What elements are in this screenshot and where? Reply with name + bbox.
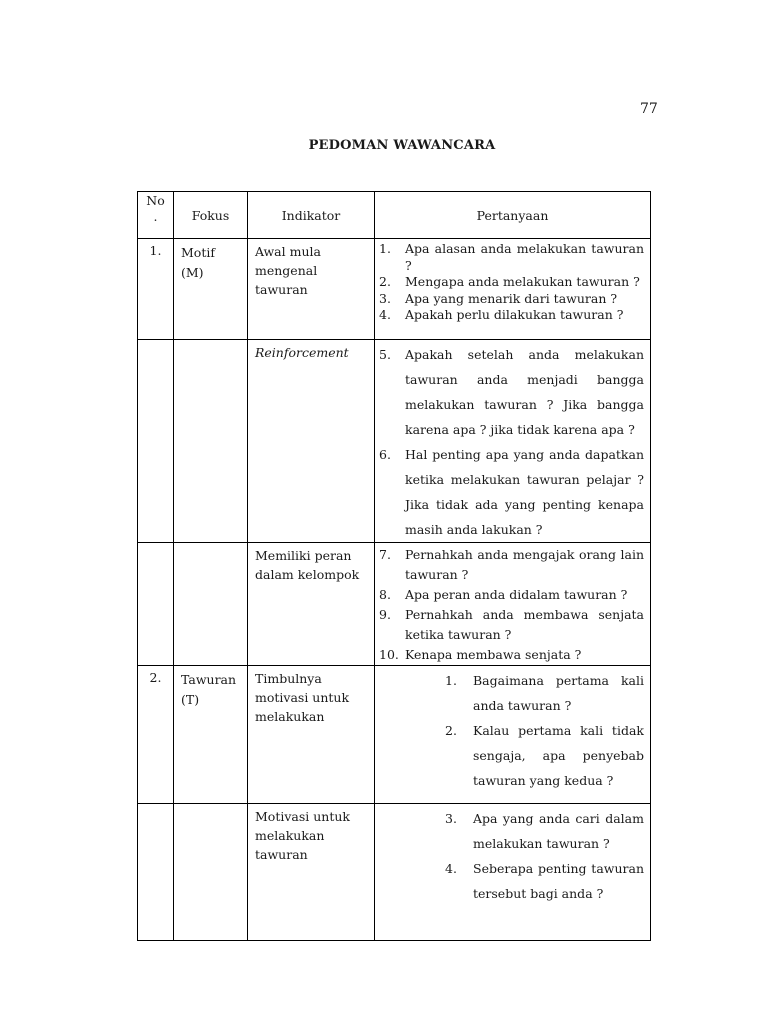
list-item: 7. Pernahkah anda mengajak orang lain tawuran ? — [379, 547, 644, 582]
table-row — [138, 239, 651, 340]
header-pertanyaan: Pertanyaan — [375, 192, 651, 239]
header-indikator: Indikator — [248, 192, 375, 239]
list-item: 5. Apakah setelah anda melakukan tawuran anda menjadi bangga melakukan tawuran ? Jika bangga karena apa ? jika tidak karena apa ? — [379, 347, 644, 437]
row-number: 2. — [138, 666, 174, 804]
indikator-cell: Memiliki peran dalam kelompok — [248, 543, 375, 666]
page-number: 77 — [640, 101, 658, 117]
questions-cell — [375, 804, 651, 941]
questions-cell — [375, 340, 651, 543]
questions-cell — [375, 543, 651, 666]
fokus-cell — [174, 804, 248, 941]
fokus-cell: Tawuran (T) — [174, 666, 248, 804]
list-item: 3. Apa yang menarik dari tawuran ? — [379, 290, 618, 306]
list-item: 9. Pernahkah anda membawa senjata ketika tawuran ? — [379, 607, 644, 642]
table-row — [138, 340, 651, 543]
list-item: 4. Seberapa penting tawuran tersebut bagi anda ? — [445, 861, 644, 901]
table-row — [138, 666, 651, 804]
indikator-cell: Awal mula mengenal tawuran — [248, 239, 375, 340]
fokus-cell: Motif (M) — [174, 239, 248, 340]
header-fokus: Fokus — [174, 192, 248, 239]
list-item: 2. Mengapa anda melakukan tawuran ? — [379, 274, 640, 289]
list-item: 10. Kenapa membawa senjata ? — [379, 647, 582, 662]
table-row — [138, 804, 651, 941]
list-item: 2. Kalau pertama kali tidak sengaja, apa penyebab tawuran yang kedua ? — [445, 723, 644, 788]
questions-cell — [375, 239, 651, 340]
list-item: 3. Apa yang anda cari dalam melakukan tawuran ? — [445, 811, 644, 851]
fokus-cell — [174, 340, 248, 543]
questions-cell — [375, 666, 651, 804]
list-item: 4. Apakah perlu dilakukan tawuran ? — [379, 307, 624, 322]
document-title: PEDOMAN WAWANCARA — [308, 138, 496, 153]
row-number — [138, 804, 174, 941]
fokus-cell — [174, 543, 248, 666]
indikator-cell: Timbulnya motivasi untuk melakukan — [248, 666, 375, 804]
table-row — [138, 543, 651, 666]
list-item: 1. Bagaimana pertama kali anda tawuran ? — [445, 673, 644, 713]
header-no: No . — [138, 192, 174, 239]
list-item: 6. Hal penting apa yang anda dapatkan ketika melakukan tawuran pelajar ? Jika tidak ada yang penting kenapa masih anda lakukan ? — [379, 447, 644, 537]
row-number — [138, 340, 174, 543]
indikator-cell: Reinforcement — [248, 340, 375, 543]
row-number — [138, 543, 174, 666]
row-number: 1. — [138, 239, 174, 340]
list-item: 1. Apa alasan anda melakukan tawuran ? — [379, 241, 644, 273]
list-item: 8. Apa peran anda didalam tawuran ? — [379, 587, 628, 602]
interview-guide-table — [137, 191, 651, 941]
table-header-row — [138, 192, 651, 239]
indikator-cell: Motivasi untuk melakukan tawuran — [248, 804, 375, 941]
